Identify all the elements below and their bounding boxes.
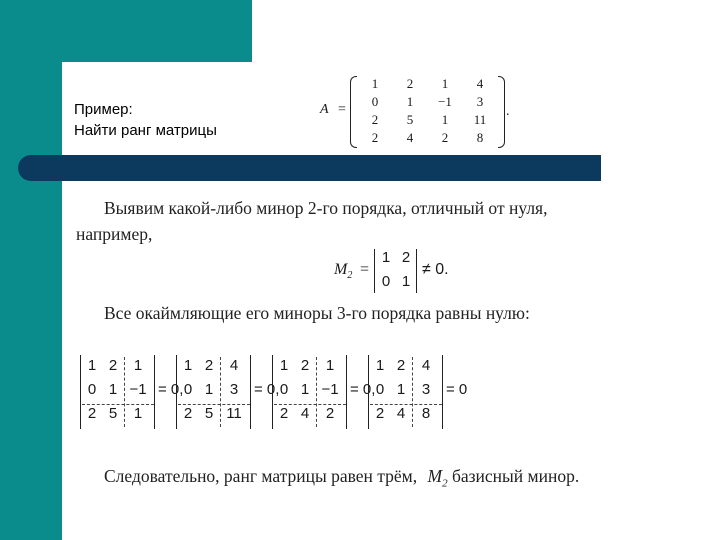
minor-cell: 0 [183,381,193,398]
minor-m2-result: ≠ 0. [422,261,449,278]
conclusion-minor: $M_2$ [427,466,448,490]
minor-right-bar [442,355,443,429]
minor-cell: 4 [300,405,310,422]
minor-right-bar [154,355,155,429]
minor-left-bar [80,355,81,429]
matrix-a-right-bracket [498,76,505,148]
matrix-a-cell: 3 [476,94,484,109]
matrix-a-cell: 1 [371,76,379,91]
minor-cell: 5 [204,405,214,422]
minor-cell: 2 [279,405,289,422]
matrix-a-cell: 2 [371,130,379,145]
minor-m2-cell: 0 [381,273,391,290]
matrix-a-cell: 1 [406,94,414,109]
minor-cell: 2 [108,357,118,374]
minor-cell: 2 [300,357,310,374]
matrix-a-equals: = [338,102,346,117]
minor-cell: 4 [421,357,431,374]
matrix-a-cell: 1 [441,112,449,127]
bordering-minor [272,355,376,431]
minor-cell: 0 [375,381,385,398]
minor-m2-cell: 2 [401,249,411,266]
conclusion-tail: базисный минор. [451,466,580,486]
minor-cell: 1 [183,357,193,374]
minor-cell: 3 [421,381,431,398]
minor-m2-label: $M_2$ [334,261,353,282]
slide-title [74,99,217,141]
conclusion [104,466,579,490]
minor-cell: 1 [396,381,406,398]
minor-cell: 4 [396,405,406,422]
bordering-minor [368,355,468,431]
minor-result: = 0, [350,381,376,398]
matrix-a-label: A [320,102,329,117]
matrix-a-cell: 8 [476,130,484,145]
minor-cell: 1 [325,357,335,374]
minor-cell: 11 [226,405,242,422]
minor-right-bar [346,355,347,429]
matrix-a-cell: 4 [476,76,484,91]
matrix-a-cell: 2 [441,130,449,145]
minor-m2-right-bar [416,249,417,293]
minor-cell: 0 [87,381,97,398]
matrix-a-cell: −1 [438,94,452,109]
minor-cell: 2 [396,357,406,374]
navy-divider-bar [18,155,601,181]
minor-cell: 1 [279,357,289,374]
matrix-a-cell: 0 [371,94,379,109]
minor-cell: 2 [87,405,97,422]
minor-m2-left-bar [374,249,375,293]
minor-cell: 8 [421,405,431,422]
minor-cell: 1 [133,357,143,374]
minor-left-bar [176,355,177,429]
minor-cell: 2 [204,357,214,374]
bordering-minor [176,355,280,431]
minor-cell: −1 [321,381,339,398]
minor-cell: 1 [204,381,214,398]
minor-cell: 1 [300,381,310,398]
minor-m2-cell: 1 [401,273,411,290]
paragraph-2: Все окаймляющие его миноры 3-го порядка равны нулю: [104,303,530,323]
minor-cell: 1 [108,381,118,398]
teal-left-stripe [0,0,62,540]
minor-left-bar [368,355,369,429]
minor-cell: 2 [183,405,193,422]
minor-m2-equals: = [360,261,370,278]
minor-cell: 2 [375,405,385,422]
paragraph-1-line-2: например, [76,224,153,244]
minor-cell: 0 [279,381,289,398]
minor-cell: 1 [87,357,97,374]
minor-cell: 1 [133,405,143,422]
minor-cell: 2 [325,405,335,422]
matrix-a [320,76,520,150]
minor-cell: 3 [229,381,239,398]
minor-cell: 1 [375,357,385,374]
matrix-a-cell: 2 [371,112,379,127]
conclusion-text: Следовательно, ранг матрицы равен трём, [104,466,418,486]
matrix-a-period: . [506,104,510,119]
minor-cell: −1 [129,381,147,398]
title-line-2: Найти ранг матрицы [74,122,217,139]
minor-result: = 0, [254,381,280,398]
matrix-a-left-bracket [350,76,357,148]
minor-right-bar [250,355,251,429]
title-line-1: Пример: [74,101,133,118]
minor-result: = 0, [158,381,184,398]
minor-cell: 5 [108,405,118,422]
paragraph-1-line-1: Выявим какой-либо минор 2-го порядка, отличный от нуля, [104,198,548,218]
matrix-a-cell: 11 [473,112,487,127]
matrix-a-cell: 4 [406,130,414,145]
minor-result: = 0 [446,381,468,398]
bordering-minor [80,355,184,431]
minor-left-bar [272,355,273,429]
minor-m2-cell: 1 [381,249,391,266]
matrix-a-cell: 5 [406,112,414,127]
minor-cell: 4 [229,357,239,374]
matrix-a-cell: 1 [441,76,449,91]
matrix-a-cell: 2 [406,76,414,91]
minor-m2 [334,249,454,295]
